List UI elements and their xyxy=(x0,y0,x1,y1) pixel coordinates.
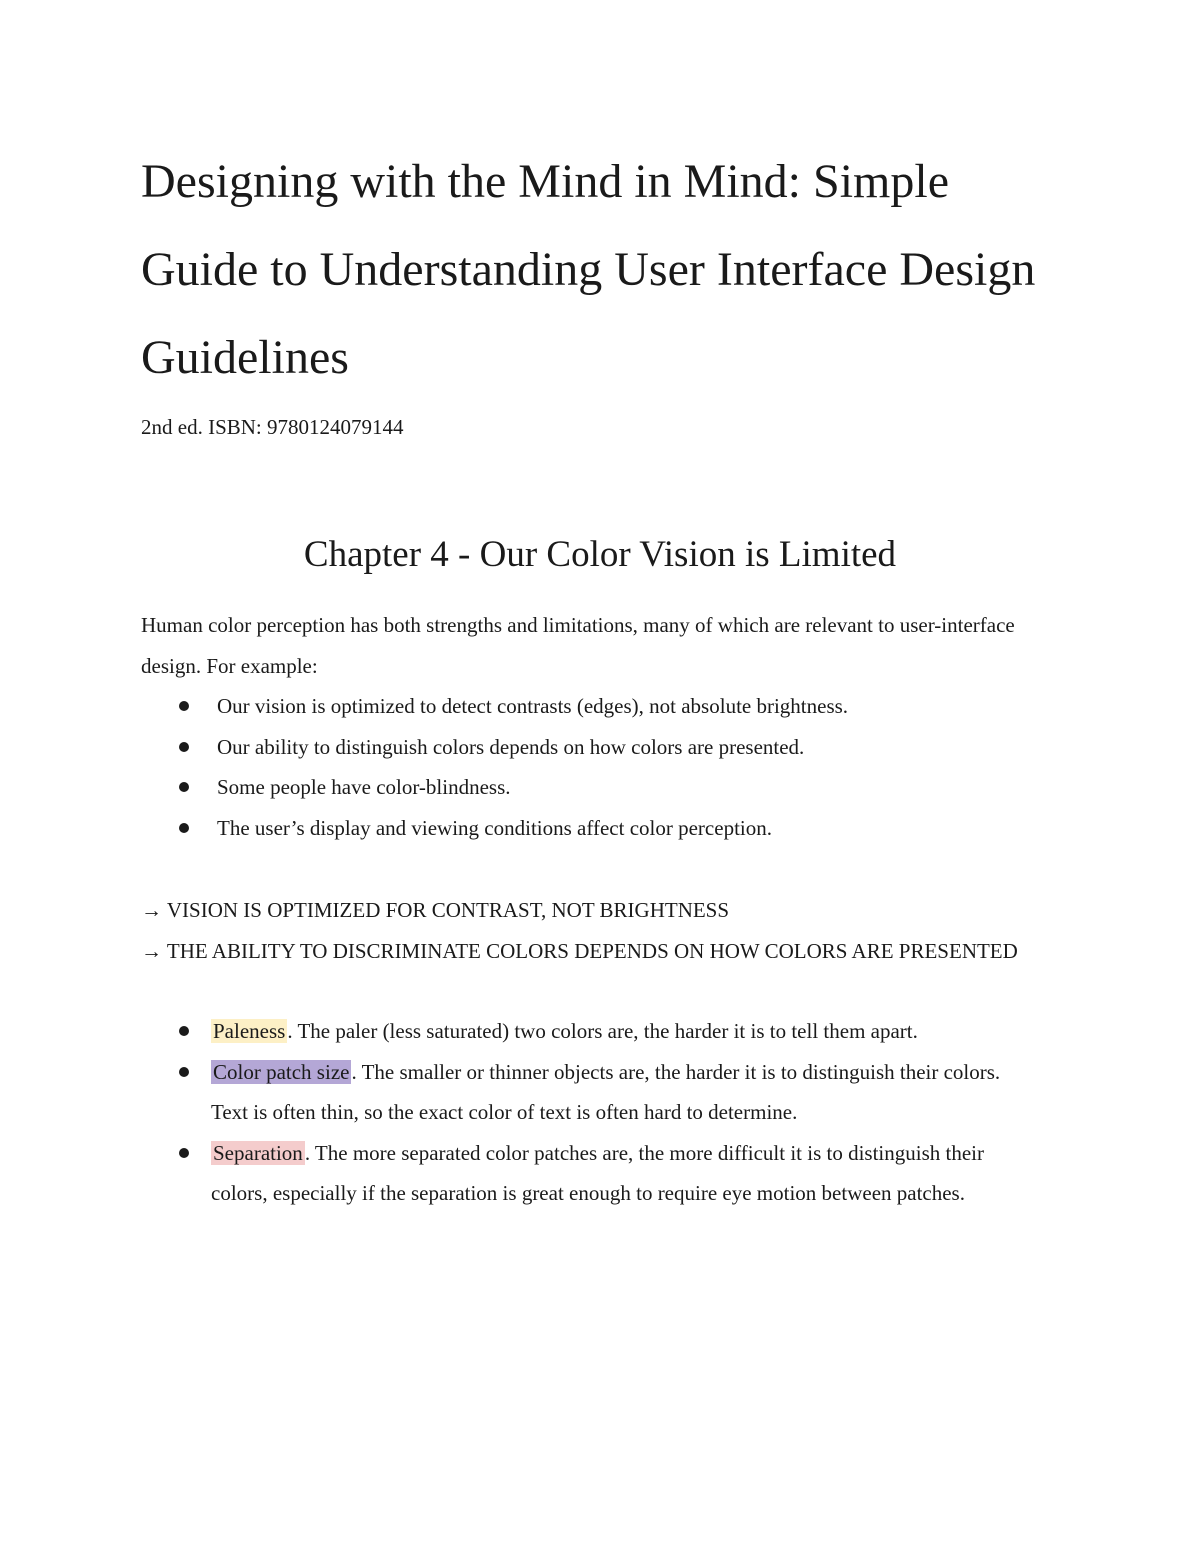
list-item xyxy=(141,686,1041,727)
list-item xyxy=(141,808,1041,849)
section-heading-contrast: → VISION IS OPTIMIZED FOR CONTRAST, NOT BRIGHTNESS xyxy=(141,898,730,922)
list-item-text: Our vision is optimized to detect contrasts (edges), not absolute brightness. xyxy=(217,694,849,718)
factors-list xyxy=(141,1011,1041,1214)
list-item-text: Some people have color-blindness. xyxy=(217,775,511,800)
section-headings xyxy=(141,890,1041,971)
list-item xyxy=(141,1011,1041,1052)
term-color-patch-size: Color patch size xyxy=(213,1059,350,1084)
bullet-icon xyxy=(179,823,189,833)
bullet-icon xyxy=(179,742,189,752)
term-paleness: Paleness xyxy=(213,1019,286,1043)
list-item xyxy=(141,727,1041,768)
section-heading-discrimination: → THE ABILITY TO DISCRIMINATE COLORS DEPENDS ON HOW COLORS ARE PRESENTED xyxy=(141,938,1018,963)
limitations-list xyxy=(141,686,1041,848)
factor-text: . The paler (less saturated) two colors are, the harder it is to tell them apart. xyxy=(287,1019,918,1043)
list-item xyxy=(141,1133,1041,1214)
bullet-icon xyxy=(179,1067,189,1077)
factor-text: . The more separated color patches are, the more difficult it is to distinguish their colors, especially if the separation is great enough to require eye motion between patches. xyxy=(211,1140,985,1206)
bullet-icon xyxy=(179,1148,189,1158)
factor-text: . The smaller or thinner objects are, the harder it is to distinguish their colors. Text is often thin, so the exact color of text is often hard to determine. xyxy=(211,1059,1001,1125)
list-item xyxy=(141,1052,1041,1133)
list-item xyxy=(141,767,1041,808)
edition-isbn: 2nd ed. ISBN: 9780124079144 xyxy=(141,415,404,439)
bullet-icon xyxy=(179,701,189,711)
term-separation: Separation xyxy=(213,1140,303,1165)
bullet-icon xyxy=(179,782,189,792)
document-title: Designing with the Mind in Mind: Simple Guide to Understanding User Interface Design Guidelines xyxy=(141,155,1036,384)
list-item-text: Our ability to distinguish colors depends on how colors are presented. xyxy=(217,734,805,759)
chapter-heading: Chapter 4 - Our Color Vision is Limited xyxy=(303,534,897,575)
list-item-text: The user’s display and viewing conditions affect color perception. xyxy=(217,815,772,840)
bullet-icon xyxy=(179,1026,189,1036)
intro-paragraph: Human color perception has both strengths and limitations, many of which are relevant to user-interface design. For example: xyxy=(141,613,1015,678)
